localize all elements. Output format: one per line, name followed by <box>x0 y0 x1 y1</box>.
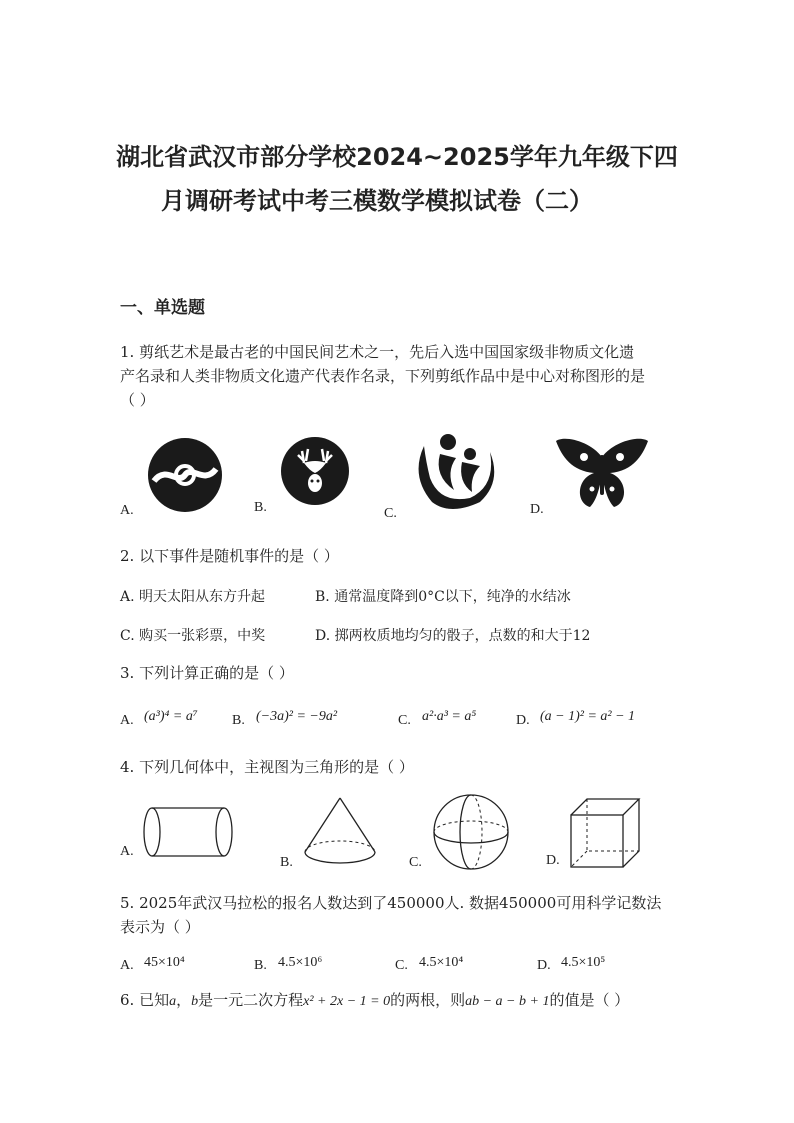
exam-title-line2: 月调研考试中考三模数学模拟试卷（二） <box>161 187 593 215</box>
q4-option-a-label: A. <box>120 844 134 859</box>
q5-line2: 表示为（ ） <box>120 918 200 936</box>
q6-equation: x² + 2x − 1 = 0 <box>303 994 391 1009</box>
cube-icon <box>569 797 641 869</box>
q6-text-1: 6. 已知 <box>120 991 170 1009</box>
q3-option-d-expr: (a − 1)² = a² − 1 <box>540 709 636 724</box>
q4-option-b-label: B. <box>280 855 293 870</box>
q4-stem: 4. 下列几何体中，主视图为三角形的是（ ） <box>120 758 414 776</box>
q1-line1: 1. 剪纸艺术是最古老的中国民间艺术之一，先后入选中国国家级非物质文化遗 <box>120 343 635 361</box>
cone-icon <box>302 796 378 866</box>
q5-option-d-expr: 4.5×10⁵ <box>561 955 606 970</box>
q1-option-b-label: B. <box>254 500 267 515</box>
q3-option-a-label: A. <box>120 713 134 728</box>
q3-option-a-expr: (a³)⁴ = a⁷ <box>144 709 198 724</box>
q2-option-d: D. 掷两枚质地均匀的骰子，点数的和大于12 <box>315 628 591 644</box>
q2-option-c: C. 购买一张彩票，中奖 <box>120 628 266 644</box>
q6-text-3: 是一元二次方程 <box>198 991 304 1009</box>
q3-option-b-expr: (−3a)² = −9a² <box>256 709 338 724</box>
q2-stem: 2. 以下事件是随机事件的是（ ） <box>120 547 339 565</box>
q5-option-a-label: A. <box>120 958 134 973</box>
q1-line3: （ ） <box>120 391 155 409</box>
q6-text-2: ， <box>176 991 192 1009</box>
papercut-swirl-icon <box>146 437 224 513</box>
q5-option-b-label: B. <box>254 958 267 973</box>
q3-stem: 3. 下列计算正确的是（ ） <box>120 664 294 682</box>
exam-title-line1: 湖北省武汉市部分学校2024~2025学年九年级下四 <box>116 143 678 171</box>
q1-option-d-label: D. <box>530 502 544 517</box>
q2-option-b: B. 通常温度降到0°C以下，纯净的水结冰 <box>315 589 571 605</box>
q5-option-a-expr: 45×10⁴ <box>144 955 185 970</box>
papercut-butterfly-icon <box>554 437 650 511</box>
cylinder-icon <box>142 806 234 858</box>
q6-var-b: b <box>191 994 199 1009</box>
q5-line1: 5. 2025年武汉马拉松的报名人数达到了450000人. 数据450000可用科学记数法 <box>120 894 662 912</box>
q1-option-c-label: C. <box>384 506 397 521</box>
q6-expression: ab − a − b + 1 <box>465 994 550 1009</box>
q5-option-c-label: C. <box>395 958 408 973</box>
q4-option-d-label: D. <box>546 853 560 868</box>
q6-text-5: 的值是（ ） <box>549 991 630 1009</box>
q3-option-b-label: B. <box>232 713 245 728</box>
q6-var-a: a <box>169 994 177 1009</box>
q5-option-b-expr: 4.5×10⁶ <box>278 955 323 970</box>
q6-stem <box>120 988 629 1014</box>
q1-option-a-label: A. <box>120 503 134 518</box>
q3-option-c-expr: a²·a³ = a⁵ <box>422 709 477 724</box>
q3-option-c-label: C. <box>398 713 411 728</box>
q3-option-d-label: D. <box>516 713 530 728</box>
q1-line2: 产名录和人类非物质文化遗产代表作名录，下列剪纸作品中是中心对称图形的是 <box>120 367 646 385</box>
q6-text-4: 的两根，则 <box>390 991 466 1009</box>
q5-option-d-label: D. <box>537 958 551 973</box>
papercut-deer-icon <box>280 437 350 505</box>
section-heading: 一、单选题 <box>120 298 205 318</box>
q4-option-c-label: C. <box>409 855 422 870</box>
q2-option-a: A. 明天太阳从东方升起 <box>120 589 266 605</box>
sphere-icon <box>431 793 511 871</box>
papercut-figures-icon <box>410 432 502 514</box>
q5-option-c-expr: 4.5×10⁴ <box>419 955 464 970</box>
